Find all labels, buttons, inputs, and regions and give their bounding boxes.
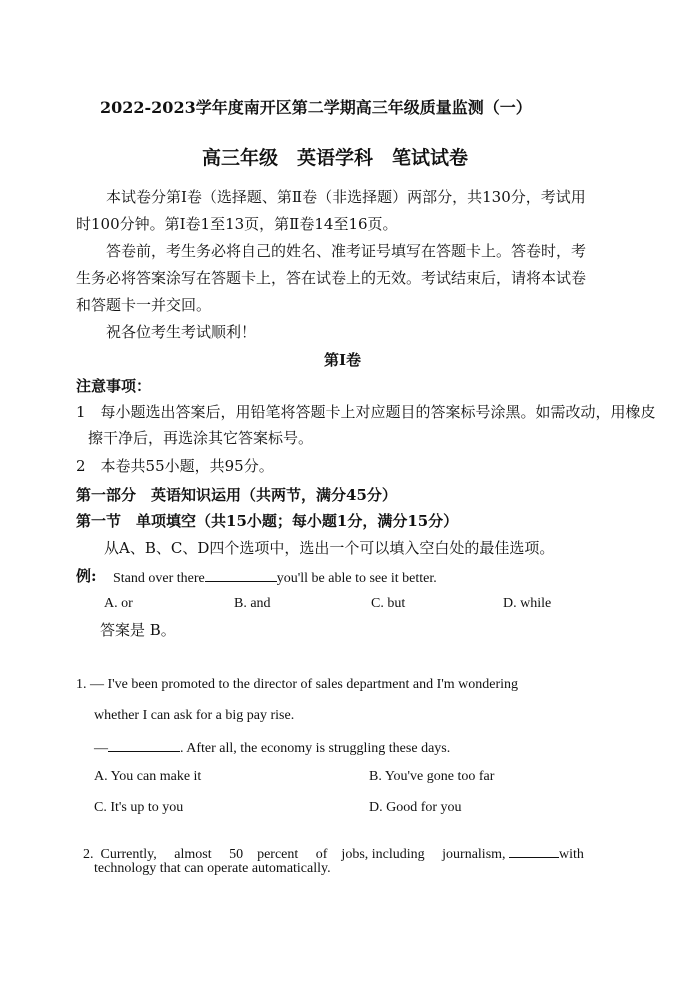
question-line: technology that can operate automatically. — [94, 861, 331, 876]
answer-blank — [509, 845, 559, 858]
example-option: C. but — [371, 596, 406, 611]
example-label: 例: — [76, 567, 97, 585]
example-stem — [113, 569, 437, 586]
volume-title: 第Ⅰ卷 — [324, 351, 362, 369]
example-option: D. while — [503, 596, 552, 611]
note-line: 1 每小题选出答案后，用铅笔将答题卡上对应题目的答案标号涂黑。如需改动，用橡皮 — [76, 403, 656, 421]
subject-title: 高三年级 英语学科 笔试试卷 — [202, 147, 469, 169]
section-title: 第一节 单项填空（共15小题；每小题1分，满分15分） — [76, 512, 459, 530]
question-option: B. You've gone too far — [369, 769, 495, 784]
question-stem-after: with — [559, 847, 584, 862]
note-line: 2 本卷共55小题，共95分。 — [76, 457, 274, 475]
answer-blank — [108, 739, 180, 752]
answer-blank — [205, 569, 277, 582]
question-option: D. Good for you — [369, 800, 462, 815]
question-option: C. It's up to you — [94, 800, 184, 815]
note-line: 擦干净后，再选涂其它答案标号。 — [88, 429, 314, 447]
question-reply — [94, 739, 450, 756]
question-line: 1. — I've been promoted to the director of sales department and I'm wondering — [76, 677, 519, 692]
part-title: 第一部分 英语知识运用（共两节，满分45分） — [76, 486, 397, 504]
question-option: A. You can make it — [94, 769, 202, 784]
example-answer: 答案是 B。 — [100, 621, 176, 639]
question-line: whether I can ask for a big pay rise. — [94, 708, 295, 723]
intro-line: 时100分钟。第Ⅰ卷1至13页，第Ⅱ卷14至16页。 — [76, 215, 398, 233]
example-option: A. or — [104, 596, 133, 611]
instruction-line: 从A、B、C、D四个选项中，选出一个可以填入空白处的最佳选项。 — [104, 539, 555, 557]
question-stem-before: 2. Currently, almost 50 percent of jobs, including journalism, — [83, 847, 506, 862]
notes-title: 注意事项： — [76, 377, 152, 395]
intro-line: 本试卷分第Ⅰ卷（选择题、第Ⅱ卷（非选择题）两部分，共130分，考试用 — [106, 188, 586, 206]
wish-line: 祝各位考生考试顺利！ — [106, 323, 257, 341]
intro-line: 生务必将答案涂写在答题卡上，答在试卷上的无效。考试结束后，请将本试卷 — [76, 269, 587, 287]
intro-line: 答卷前，考生务必将自己的姓名、准考证号填写在答题卡上。答卷时，考 — [106, 242, 587, 260]
intro-line: 和答题卡一并交回。 — [76, 296, 212, 314]
exam-title: 2022-2023学年度南开区第二学期高三年级质量监测（一） — [100, 98, 532, 117]
example-stem-before: Stand over there — [113, 571, 205, 586]
reply-suffix: . After all, the economy is struggling these days. — [180, 741, 451, 756]
question-line — [76, 831, 584, 862]
example-stem-after: you'll be able to see it better. — [276, 571, 437, 586]
example-option: B. and — [234, 596, 271, 611]
reply-prefix: — — [94, 741, 108, 756]
